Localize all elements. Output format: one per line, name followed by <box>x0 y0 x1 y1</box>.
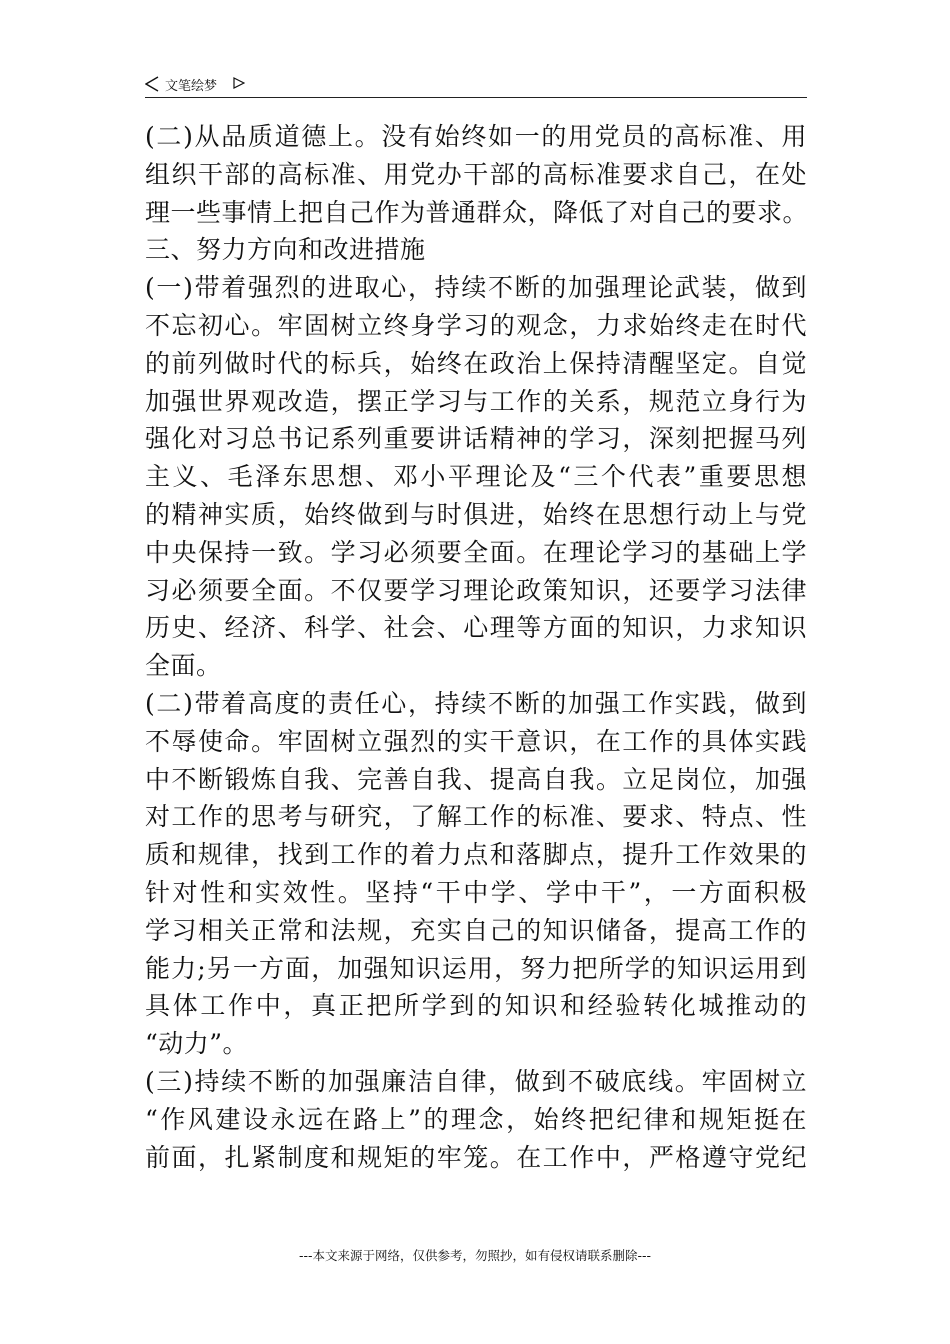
text-line: 组织干部的高标准、用党办干部的高标准要求自己，在处 <box>145 159 807 189</box>
text-line: 历史、经济、科学、社会、心理等方面的知识，力求知识 <box>145 613 807 643</box>
text-line: 习必须要全面。不仅要学习理论政策知识，还要学习法律 <box>145 575 807 605</box>
text-line: 理一些事情上把自己作为普通群众，降低了对自己的要求。 <box>145 197 809 227</box>
text-line: 主义、毛泽东思想、邓小平理论及“三个代表”重要思想 <box>145 462 807 492</box>
text-line: 全面。 <box>145 651 222 681</box>
text-line: “动力”。 <box>145 1029 249 1059</box>
text-line: 对工作的思考与研究，了解工作的标准、要求、特点、性 <box>145 802 807 832</box>
text-line: 中不断锻炼自我、完善自我、提高自我。立足岗位，加强 <box>145 764 807 794</box>
text-line: 前面，扎紧制度和规矩的牢笼。在工作中，严格遵守党纪 <box>145 1142 807 1172</box>
footer-disclaimer: ---本文来源于网络，仅供参考，勿照抄，如有侵权请联系删除--- <box>298 1248 652 1263</box>
triangle-right-icon <box>233 77 245 89</box>
text-line: “作风建设永远在路上”的理念，始终把纪律和规矩挺在 <box>145 1104 807 1134</box>
text-line: 中央保持一致。学习必须要全面。在理论学习的基础上学 <box>145 537 807 567</box>
header-divider <box>145 97 807 98</box>
text-line: 加强世界观改造，摆正学习与工作的关系，规范立身行为 <box>145 386 807 416</box>
text-line: 针对性和实效性。坚持“干中学、学中干”，一方面积极 <box>145 877 807 907</box>
text-line: 强化对习总书记系列重要讲话精神的学习，深刻把握马列 <box>145 424 807 454</box>
text-line: 不忘初心。牢固树立终身学习的观念，力求始终走在时代 <box>145 310 807 340</box>
text-line: 的前列做时代的标兵，始终在政治上保持清醒坚定。自觉 <box>145 348 807 378</box>
text-line: 具体工作中，真正把所学到的知识和经验转化城推动的 <box>145 991 807 1021</box>
text-line: 学习相关正常和法规，充实自己的知识储备，提高工作的 <box>145 915 807 945</box>
triangle-left-icon <box>145 76 159 92</box>
text-line: (三)持续不断的加强廉洁自律，做到不破底线。牢固树立 <box>145 1066 807 1096</box>
text-line: 质和规律，找到工作的着力点和落脚点，提升工作效果的 <box>145 840 807 870</box>
document-body <box>145 118 807 1176</box>
text-line: 的精神实质，始终做到与时俱进，始终在思想行动上与党 <box>145 499 807 529</box>
text-line: (二)从品质道德上。没有始终如一的用党员的高标准、用 <box>145 122 807 151</box>
text-line: (一)带着强烈的进取心，持续不断的加强理论武装，做到 <box>145 273 807 303</box>
page-header <box>145 72 807 98</box>
text-line: (二)带着高度的责任心，持续不断的加强工作实践，做到 <box>145 688 807 718</box>
text-line: 不辱使命。牢固树立强烈的实干意识，在工作的具体实践 <box>145 726 807 756</box>
text-line: 能力;另一方面，加强知识运用，努力把所学的知识运用到 <box>145 953 807 983</box>
header-brand: 文笔绘梦 <box>165 79 218 94</box>
text-line: 三、努力方向和改进措施 <box>145 235 426 265</box>
